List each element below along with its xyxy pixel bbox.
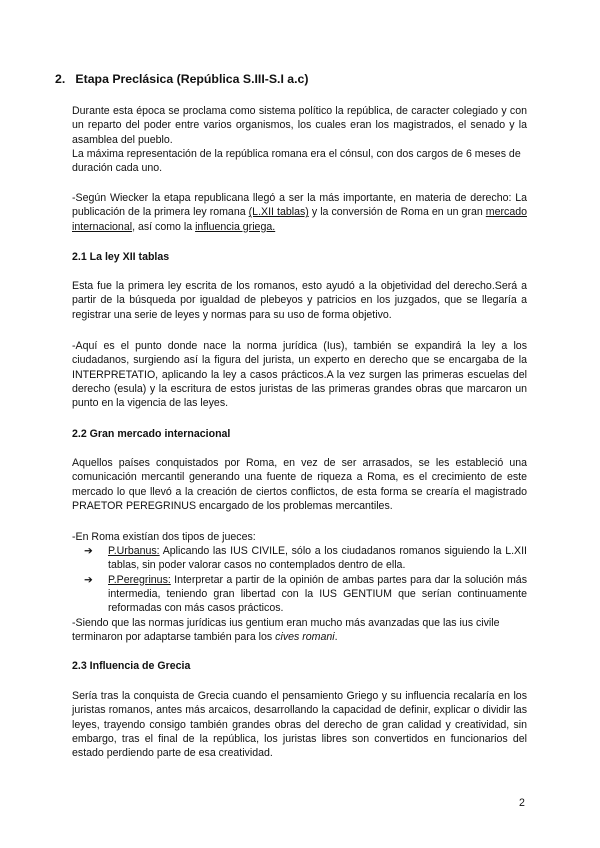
section-number: 2.: [55, 72, 66, 86]
s22-list-intro: -En Roma existían dos tipos de jueces:: [72, 531, 256, 543]
s22-italic-term: cives romani: [275, 631, 335, 644]
subsection-heading-2-3: 2.3 Influencia de Grecia: [72, 660, 191, 672]
intro-text: -Según Wiecker la etapa republicana llegó a ser la más importante, en materia de derecho: La publicación de la primera ley romana: [72, 192, 527, 219]
list-item-term: P.Peregrinus:: [108, 573, 171, 586]
s21-paragraph-2: -Aquí es el punto donde nace la norma jurídica (Ius), también se expandirá la ley a los ciudadanos, surgiendo así la figura del jurista, un experto en derecho que se encargaba de la INTERPRETATIO, aplicando la ley a casos prácticos.A la vez surgen las primeras escuelas del derecho (esula) y la escritura de estos juristas de las primeras grandes obras que marcaron un punto en la vigencia de las leyes.: [72, 340, 527, 410]
s22-paragraph-1: Aquellos países conquistados por Roma, en vez de ser arrasados, se les estableció una comunicación mercantil generando una fuente de riqueza a Roma, es el crecimiento de este mercado lo que llevó a la creación de ciertos conflictos, de esta forma se crearía el magistrado PRAETOR PEREGRINUS encargado de los problemas mercantiles.: [72, 457, 527, 512]
page-number: 2: [519, 797, 525, 809]
section-title: Etapa Preclásica (República S.III-S.I a.c): [75, 72, 309, 86]
arrow-icon: ➔: [84, 573, 93, 586]
intro-paragraph-2: La máxima representación de la república romana era el cónsul, con dos cargos de 6 meses de duración cada uno.: [72, 148, 521, 175]
s23-paragraph-1: Sería tras la conquista de Grecia cuando el pensamiento Griego y su influencia recalaría en los juristas romanos, antes más arcaicos, desarrollando la capacidad de definir, explicar o dividir las leyes, trayendo consigo también grandes obras del derecho de gran calidad y creatividad, sin embargo, tras el final de la república, los juristas libres son convertidos en funcionarios del estado perdiendo parte de esa creatividad.: [72, 690, 527, 760]
intro-text: y la conversión de Roma en un gran: [308, 206, 486, 219]
link-influencia-griega[interactable]: influencia griega.: [195, 220, 276, 233]
list-item: [72, 544, 527, 573]
link-xii-tablas[interactable]: (L.XII tablas): [248, 206, 309, 219]
list-item-text: Aplicando las IUS CIVILE, sólo a los ciudadanos romanos siguiendo la L.XII tablas, sin poder valorar casos no contemplados dentro de ella.: [108, 545, 527, 572]
list-item-term: P.Urbanus:: [108, 545, 160, 557]
judges-list: [72, 544, 527, 615]
s22-paragraph-2: [72, 616, 527, 645]
list-item-text: Interpretar a partir de la opinión de ambas partes para dar la solución más intermedia, teniendo gran libertad con la IUS GENTIUM que serían continuamente reformadas con más casos prácticos.: [108, 573, 527, 615]
intro-paragraph-3: [72, 191, 527, 234]
arrow-icon: ➔: [84, 545, 93, 557]
subsection-heading-2-1: 2.1 La ley XII tablas: [72, 251, 170, 263]
subsection-heading-2-2: 2.2 Gran mercado internacional: [72, 428, 231, 440]
link-mercado-internacional[interactable]: mercado internacional: [72, 206, 527, 233]
s22-text: -Siendo que las normas jurídicas ius gentium eran mucho más avanzadas que las ius civile terminaron por adaptarse también para los: [72, 617, 500, 644]
section-heading: [55, 72, 308, 86]
list-item: [72, 573, 527, 616]
intro-text: , así como la: [132, 220, 196, 233]
s21-paragraph-1: Esta fue la primera ley escrita de los romanos, esto ayudó a la objetividad del derecho.Será a partir de la búsqueda por igualdad de plebeyos y patricios en los juzgados, que se llegaría a registrar una serie de leyes y normas para su uso de forma objetivo.: [72, 280, 527, 321]
s22-text: .: [334, 631, 338, 644]
intro-paragraph-1: Durante esta época se proclama como sistema político la república, de caracter colegiado y con un reparto del poder entre varios organismos, los cuales eran los magistrados, el senado y la asamblea del pueblo.: [72, 105, 527, 146]
